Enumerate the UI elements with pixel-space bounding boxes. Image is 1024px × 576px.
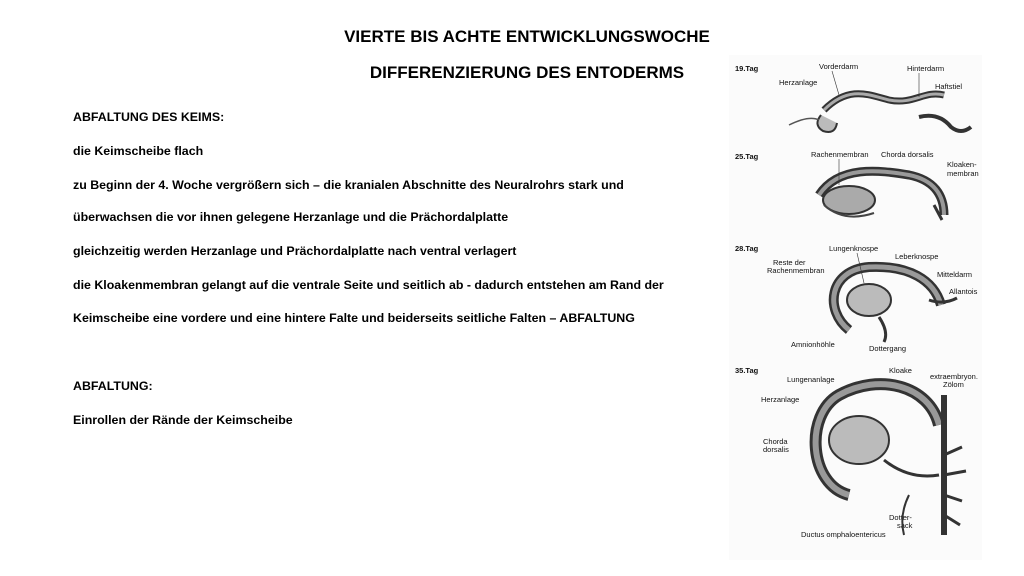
label-vorderdarm: Vorderdarm: [819, 62, 859, 71]
label-hinterdarm: Hinterdarm: [907, 64, 945, 73]
label-herzanlage: Herzanlage: [761, 395, 800, 404]
slide-subtitle: DIFFERENZIERUNG DES ENTODERMS: [369, 63, 685, 82]
label-ductus-omphaloentericus: Ductus omphaloentericus: [801, 530, 886, 539]
label-kloakenmembran-2: membran: [947, 169, 979, 178]
label-extraembryon: extraembryon.: [930, 372, 978, 381]
slide-title: VIERTE BIS ACHTE ENTWICKLUNGSWOCHE: [344, 27, 710, 46]
label-reste-der: Reste der: [773, 258, 806, 267]
label-kloakenmembran: Kloaken-: [947, 160, 977, 169]
label-chorda: Chorda: [763, 437, 788, 446]
panel-25-tag: [735, 150, 979, 220]
text-line: zu Beginn der 4. Woche vergrößern sich – die kranialen Abschnitte des Neuralrohrs stark und: [73, 178, 624, 192]
label-lungenknospe: Lungenknospe: [829, 244, 879, 253]
label-leberknospe: Leberknospe: [895, 252, 939, 261]
label-amnionhoehle: Amnionhöhle: [791, 340, 835, 349]
label-dottergang: Dottergang: [869, 344, 907, 353]
panel-35-tag: [735, 366, 978, 539]
label-allantois: Allantois: [949, 287, 978, 296]
text-line-heading-abfaltung: ABFALTUNG:: [73, 379, 153, 393]
label-lungenanlage: Lungenanlage: [787, 375, 835, 384]
label-mitteldarm: Mitteldarm: [937, 270, 973, 279]
label-rachenmembran: Rachenmembran: [811, 150, 869, 159]
text-line: Keimscheibe eine vordere und eine hintere Falte und beiderseits seitliche Falten – ABFALTUNG: [73, 311, 635, 325]
day-label: 35.Tag: [735, 366, 759, 375]
day-label: 28.Tag: [735, 244, 759, 253]
text-line: gleichzeitig werden Herzanlage und Prächordalplatte nach ventral verlagert: [73, 244, 517, 258]
label-rachenmembran: Rachenmembran: [767, 266, 825, 275]
text-line-heading-abfaltung-des-keims: ABFALTUNG DES KEIMS:: [73, 110, 225, 124]
embryo-folding-figure: [729, 55, 982, 560]
label-dorsalis: dorsalis: [763, 445, 789, 454]
label-zoelom: Zölom: [943, 380, 964, 389]
day-label: 25.Tag: [735, 152, 759, 161]
text-line: Einrollen der Rände der Keimscheibe: [73, 413, 293, 427]
label-herzanlage: Herzanlage: [779, 78, 818, 87]
label-kloake: Kloake: [889, 366, 912, 375]
text-line: überwachsen die vor ihnen gelegene Herzanlage und die Prächordalplatte: [73, 210, 509, 224]
day-label: 19.Tag: [735, 64, 759, 73]
text-line: die Keimscheibe flach: [73, 144, 204, 158]
text-line: die Kloakenmembran gelangt auf die ventrale Seite und seitlich ab - dadurch entstehen am Rand der: [73, 278, 664, 292]
label-dottersack-2: sack: [897, 521, 913, 530]
panel-19-tag: [735, 62, 971, 132]
label-dottersack: Dotter-: [889, 513, 912, 522]
panel-28-tag: [735, 244, 978, 353]
label-chorda-dorsalis: Chorda dorsalis: [881, 150, 934, 159]
label-haftstiel: Haftstiel: [935, 82, 963, 91]
